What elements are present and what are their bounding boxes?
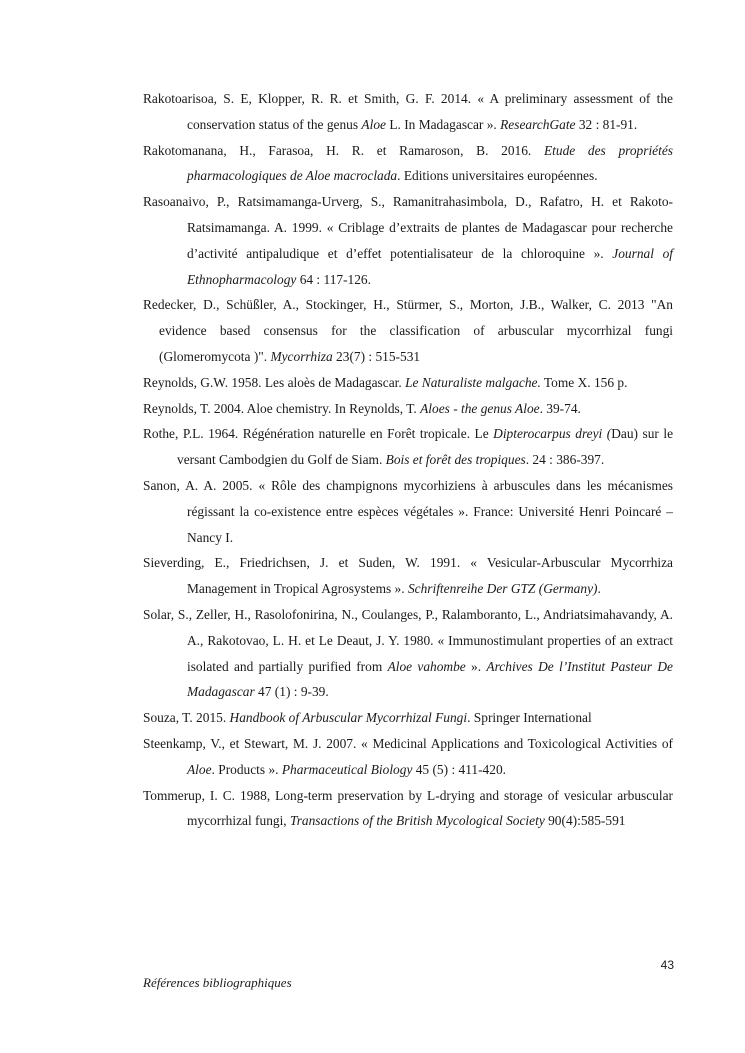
reference-rothe <box>143 421 673 473</box>
reference-redecker <box>143 292 673 369</box>
reference-text: Tommerup, I. C. 1988, Long-term preservation by L-drying and storage of vesicular arbuscular mycorrhizal fungi, <box>143 787 673 829</box>
reference-text: . Products ». <box>211 761 282 777</box>
reference-text: Reynolds, G.W. 1958. Les aloès de Madagascar. <box>143 374 406 390</box>
reference-text: 64 : 117-126. <box>296 271 371 287</box>
reference-text: Sieverding, E., Friedrichsen, J. et Suden, W. 1991. « Vesicular-Arbuscular Mycorrhiza Management in Tropical Agrosystems ». <box>143 555 673 597</box>
reference-text: Rothe, P.L. 1964. Régénération naturelle en Forêt tropicale. Le <box>143 426 494 442</box>
reference-text: 47 (1) : 9-39. <box>254 684 329 700</box>
reference-text: . <box>597 581 601 597</box>
reference-sanon <box>143 473 673 550</box>
reference-text: Rasoanaivo, P., Ratsimamanga-Urverg, S., Ramanitrahasimbola, D., Rafatro, H. et Rakoto-Ratsimamanga. A. 1999. « Criblage d’extraits de plantes de Madagascar pour recherche d’activité antipaludique et d’effet potentialisateur de la chloroquine ». <box>143 194 673 261</box>
reference-text: Steenkamp, V., et Stewart, M. J. 2007. « Medicinal Applications and Toxicological Activities of <box>143 735 673 751</box>
reference-italic-text: Pharmaceutical Biology <box>281 761 413 777</box>
reference-text: 23(7) : 515-531 <box>332 348 421 364</box>
reference-text: . 24 : 386-397. <box>525 452 605 468</box>
reference-italic-text: Journal of Ethnopharmacology <box>187 245 674 287</box>
reference-text: Tome X. 156 p. <box>540 374 628 390</box>
reference-italic-text: Handbook of Arbuscular Mycorrhizal Fungi <box>229 710 468 726</box>
reference-solar <box>143 602 673 705</box>
reference-italic-text: Aloes - the genus Aloe <box>420 400 540 416</box>
reference-text: Sanon, A. A. 2005. « Rôle des champignons mycorhiziens à arbuscules dans les mécanismes régissant la co-existence entre espèces végétales ». France: Université Henri Poincaré – Nancy I. <box>143 477 673 545</box>
reference-steenkamp <box>143 731 673 783</box>
reference-sieverding <box>143 550 673 602</box>
footer-title: Références bibliographiques <box>143 975 292 990</box>
reference-text: L. In Madagascar ». <box>385 116 501 132</box>
reference-italic-text: ResearchGate <box>500 116 576 132</box>
reference-italic-text: Schriftenreihe Der GTZ (Germany) <box>407 581 598 597</box>
reference-text: Solar, S., Zeller, H., Rasolofonirina, N., Coulanges, P., Ralamboranto, L., Andriatsimahavandy, A. A., Rakotovao, L. H. et Le Deaut, J. Y. 1980. « Immunostimulant properties of an extract isolated and partially purified from <box>143 606 673 674</box>
reference-text: Souza, T. 2015. <box>143 710 230 726</box>
reference-list <box>143 86 673 834</box>
reference-italic-text: Aloe <box>187 761 212 777</box>
reference-souza <box>143 705 673 731</box>
reference-text: . Editions universitaires européennes. <box>397 168 598 184</box>
reference-reynolds-gw <box>143 370 673 396</box>
reference-text: . Springer International <box>467 710 592 726</box>
reference-italic-text: Le Naturaliste malgache. <box>405 374 541 390</box>
reference-italic-text: Transactions of the British Mycological Society <box>290 813 545 829</box>
reference-text: Dau) sur le versant Cambodgien du Golf de Siam. <box>177 426 674 468</box>
reference-text: 90(4):585-591 <box>544 813 626 829</box>
reference-rasoanaivo <box>143 189 673 292</box>
reference-text: Rakotomanana, H., Farasoa, H. R. et Ramaroson, B. 2016. <box>143 142 544 158</box>
reference-text: Redecker, D., Schüßler, A., Stockinger, H., Stürmer, S., Morton, J.B., Walker, C. 2013 "An evidence based consensus for the classification of arbuscular mycorrhizal fungi (Glomeromycota )". <box>143 297 673 364</box>
page-number: 43 <box>660 958 674 972</box>
reference-italic-text: Aloe <box>361 116 386 132</box>
reference-text: . 39-74. <box>539 400 581 416</box>
reference-italic-text: Dipterocarpus dreyi ( <box>493 426 612 442</box>
reference-italic-text: Etude des propriétés pharmacologiques de Aloe macroclada <box>187 142 673 184</box>
reference-italic-text: Mycorrhiza <box>270 348 333 364</box>
reference-text: 45 (5) : 411-420. <box>412 761 506 777</box>
reference-text: 32 : 81-91. <box>575 116 638 132</box>
reference-rakotomanana <box>143 138 673 190</box>
reference-italic-text: Bois et forêt des tropiques <box>385 452 526 468</box>
reference-tommerup <box>143 783 673 835</box>
reference-text: ». <box>465 658 487 674</box>
reference-text: Rakotoarisoa, S. E, Klopper, R. R. et Smith, G. F. 2014. « A preliminary assessment of the conservation status of the genus <box>143 91 673 132</box>
reference-italic-text: Archives De l’Institut Pasteur De Madagascar <box>187 658 673 700</box>
reference-reynolds-t <box>143 396 673 422</box>
reference-italic-text: Aloe vahombe <box>387 658 466 674</box>
reference-rakotoarisoa <box>143 86 673 138</box>
reference-text: Reynolds, T. 2004. Aloe chemistry. In Reynolds, T. <box>143 400 421 416</box>
